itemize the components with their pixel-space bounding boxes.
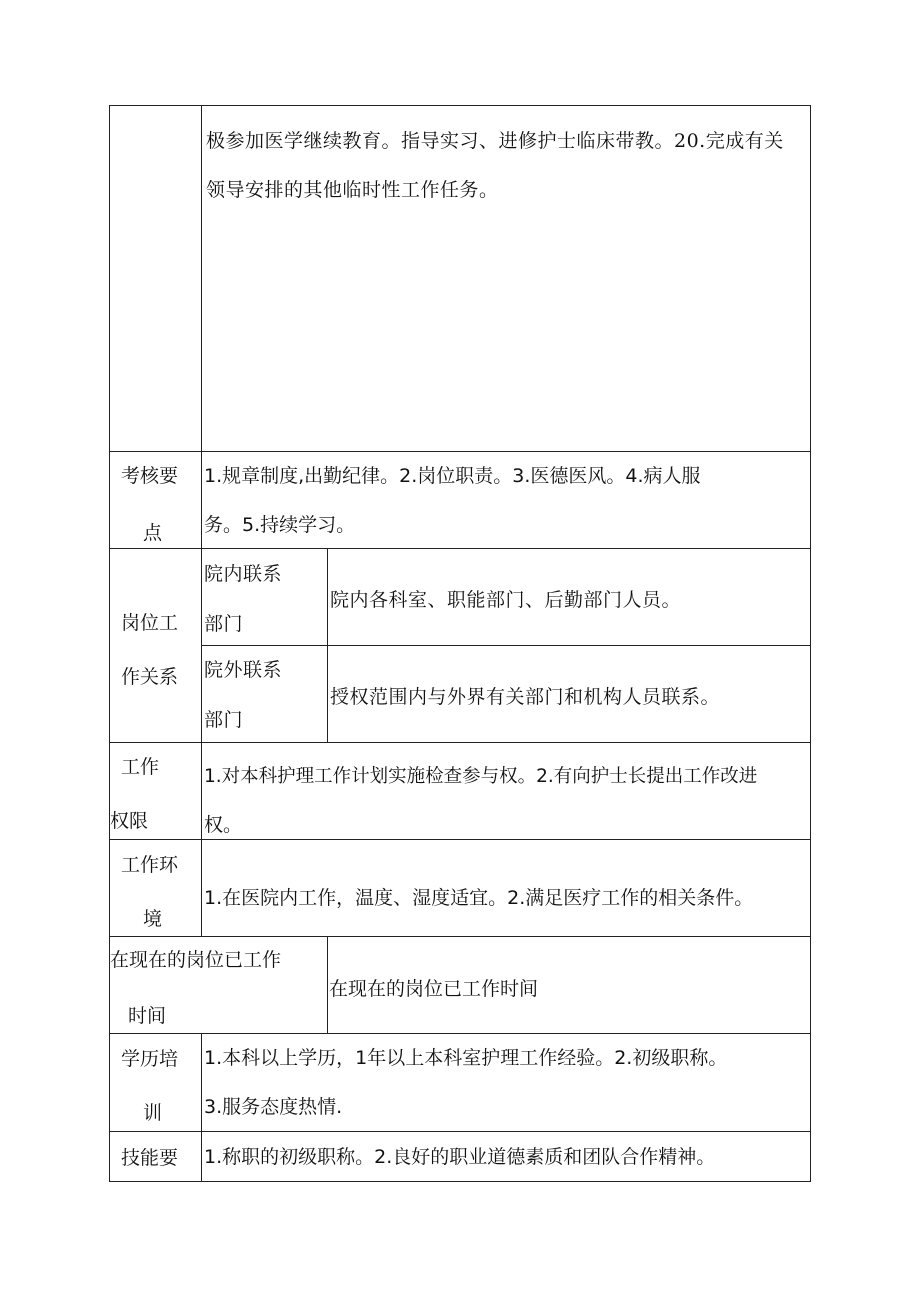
row-divider: [109, 1033, 811, 1034]
relations-label: 作关系: [121, 666, 179, 688]
external-dept-value: 授权范围内与外界有关部门和机构人员联系。: [330, 686, 721, 708]
internal-dept-label: 院内联系: [204, 563, 283, 585]
tenure-label: 在现在的岗位已工作: [110, 949, 282, 971]
assessment-label: 点: [143, 522, 163, 544]
table-border-bottom: [109, 1181, 811, 1182]
row-divider: [201, 645, 811, 646]
external-dept-label: 部门: [204, 709, 244, 731]
internal-dept-label: 部门: [204, 613, 244, 635]
table-border-top: [109, 105, 811, 106]
relations-label: 岗位工: [121, 612, 179, 634]
environment-label: 工作环: [121, 854, 179, 876]
external-dept-label: 院外联系: [204, 659, 283, 681]
row-divider: [109, 451, 811, 452]
column-divider: [201, 105, 202, 937]
authority-content: 权。: [204, 814, 243, 836]
table-border-left: [109, 105, 110, 1182]
row-divider: [109, 936, 811, 937]
row-divider: [109, 1131, 811, 1132]
assessment-content: 1.规章制度,出勤纪律。2.岗位职责。3.医德医风。4.病人服: [204, 465, 701, 487]
skills-content: 1.称职的初级职称。2.良好的职业道德素质和团队合作精神。: [204, 1146, 716, 1168]
duty-text-line: 领导安排的其他临时性工作任务。: [206, 179, 499, 201]
assessment-content: 务。5.持续学习。: [204, 514, 356, 536]
authority-label: 工作: [121, 756, 160, 778]
education-label: 训: [143, 1102, 163, 1124]
education-content: 3.服务态度热情.: [204, 1096, 343, 1118]
column-divider: [327, 936, 328, 1034]
environment-label: 境: [143, 908, 163, 930]
row-divider: [109, 839, 811, 840]
tenure-label: 时间: [128, 1005, 167, 1027]
table-border-right: [810, 105, 811, 1182]
environment-content: 1.在医院内工作，温度、湿度适宜。2.满足医疗工作的相关条件。: [204, 887, 754, 909]
authority-content: 1.对本科护理工作计划实施检查参与权。2.有向护士长提出工作改进: [204, 766, 758, 787]
row-divider: [109, 742, 811, 743]
education-label: 学历培: [121, 1048, 179, 1070]
column-divider: [327, 548, 328, 743]
tenure-value: 在现在的岗位已工作时间: [329, 978, 539, 1000]
education-content: 1.本科以上学历，1年以上本科室护理工作经验。2.初级职称。: [204, 1047, 728, 1069]
duty-text-line: 极参加医学继续教育。指导实习、进修护士临床带教。20.完成有关: [206, 130, 784, 152]
skills-label: 技能要: [121, 1147, 179, 1169]
row-divider: [109, 548, 811, 549]
assessment-label: 考核要: [121, 465, 179, 487]
internal-dept-value: 院内各科室、职能部门、后勤部门人员。: [330, 589, 682, 611]
authority-label: 权限: [110, 810, 149, 832]
column-divider: [201, 1033, 202, 1182]
